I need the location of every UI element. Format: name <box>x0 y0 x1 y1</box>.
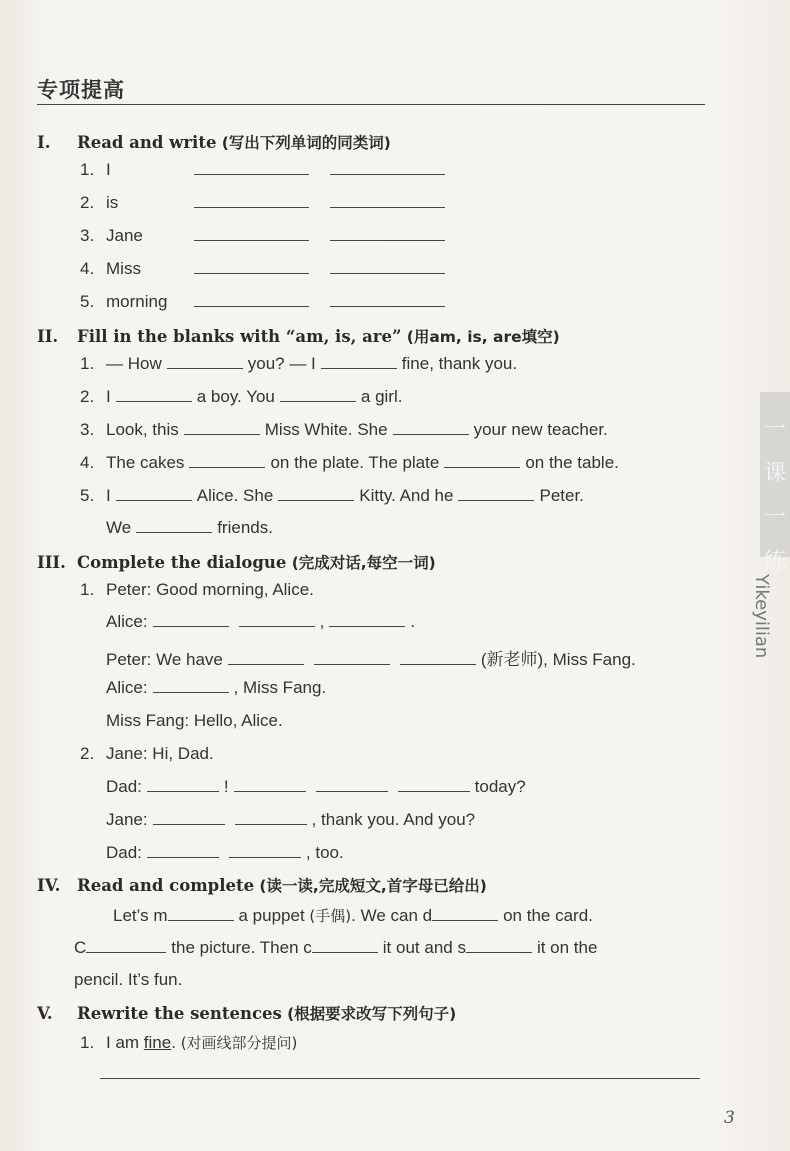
s3-d1-line-5 <box>106 711 283 731</box>
s3-d2-line-4 <box>106 843 344 863</box>
section-instruction: (用am, is, are填空) <box>406 328 560 346</box>
answer-blank[interactable] <box>432 906 498 921</box>
text: . <box>410 612 416 631</box>
text: a puppet <box>238 906 305 925</box>
text: We <box>106 518 132 537</box>
item-number: 1. <box>80 1033 95 1052</box>
s4-line-3 <box>74 970 182 990</box>
answer-blank[interactable] <box>194 226 309 241</box>
answer-blank[interactable] <box>100 1064 700 1079</box>
s1-item-5 <box>80 292 450 312</box>
text: Jane: Hi, Dad. <box>106 744 214 763</box>
answer-blank[interactable] <box>168 906 234 921</box>
s1-item-3 <box>80 226 450 246</box>
side-brand-text: Yikeyilian <box>751 574 772 659</box>
answer-blank[interactable] <box>194 193 309 208</box>
answer-blank[interactable] <box>153 810 225 825</box>
s2-line-4 <box>80 453 619 473</box>
s2-line-3 <box>80 420 608 440</box>
text: your new teacher. <box>473 420 608 439</box>
text: a girl. <box>360 387 403 406</box>
item-number: 2. <box>80 387 95 406</box>
text: Peter. <box>539 486 584 505</box>
text: Jane: <box>106 810 148 829</box>
item-number: 1. <box>80 580 95 599</box>
s2-line-5 <box>80 486 584 506</box>
answer-blank[interactable] <box>86 938 166 953</box>
answer-blank[interactable] <box>278 486 354 501</box>
underlined-word: fine <box>143 1033 172 1052</box>
answer-blank[interactable] <box>466 938 532 953</box>
text: . We can d <box>351 906 433 925</box>
s2-line-2 <box>80 387 402 407</box>
s3-d2-line-1 <box>80 744 214 764</box>
item-number: 2. <box>80 193 95 212</box>
answer-blank[interactable] <box>147 843 219 858</box>
text: today? <box>474 777 526 796</box>
answer-blank[interactable] <box>321 354 397 369</box>
text: ! <box>223 777 229 796</box>
section-number: I. <box>37 133 51 152</box>
item-number: 5. <box>80 292 95 311</box>
text: fine, thank you. <box>401 354 518 373</box>
text: — How <box>106 354 162 373</box>
text: (手偶) <box>309 907 352 925</box>
section-instruction: (根据要求改写下列句子) <box>287 1005 457 1023</box>
s1-item-2 <box>80 193 450 213</box>
text: Kitty. And he <box>359 486 454 505</box>
section-instruction: (写出下列单词的同类词) <box>221 134 391 152</box>
item-word: Miss <box>106 259 141 278</box>
section-title: Complete the dialogue <box>77 553 287 572</box>
section-title: Fill in the blanks with “am, is, are” <box>77 327 402 346</box>
text: a boy. You <box>196 387 275 406</box>
text: you? — I <box>247 354 316 373</box>
answer-blank[interactable] <box>189 453 265 468</box>
text: Look, this <box>106 420 179 439</box>
s1-item-1 <box>80 160 450 180</box>
answer-blank[interactable] <box>312 938 378 953</box>
answer-blank[interactable] <box>239 612 315 627</box>
answer-blank[interactable] <box>194 292 309 307</box>
text: . <box>171 1033 176 1052</box>
item-word: is <box>106 193 119 212</box>
item-number: 3. <box>80 226 95 245</box>
section-number: II. <box>37 327 59 346</box>
answer-blank[interactable] <box>194 259 309 274</box>
answer-blank[interactable] <box>458 486 534 501</box>
s2-line-1 <box>80 354 517 374</box>
answer-blank[interactable] <box>116 486 192 501</box>
header-divider <box>37 104 705 105</box>
text: on the table. <box>525 453 619 472</box>
section-5-heading <box>37 1002 456 1024</box>
text: I am <box>106 1033 140 1052</box>
answer-blank[interactable] <box>330 193 445 208</box>
section-4-heading <box>37 874 487 896</box>
item-number: 4. <box>80 453 95 472</box>
text: on the card. <box>503 906 593 925</box>
answer-blank[interactable] <box>330 226 445 241</box>
answer-blank[interactable] <box>136 518 212 533</box>
text: Peter: Good morning, Alice. <box>106 580 314 599</box>
item-word: morning <box>106 292 168 311</box>
item-word: Jane <box>106 226 143 245</box>
text: , Miss Fang. <box>233 678 327 697</box>
answer-blank[interactable] <box>147 777 219 792</box>
text: (对画线部分提问) <box>180 1034 298 1052</box>
text: I <box>106 486 111 505</box>
s4-line-2 <box>74 938 597 958</box>
s3-d2-line-2 <box>106 777 526 797</box>
answer-blank[interactable] <box>234 777 306 792</box>
answer-blank[interactable] <box>393 420 469 435</box>
text: it on the <box>536 938 598 957</box>
s5-answer-line <box>100 1064 700 1084</box>
text: Alice: <box>106 678 148 697</box>
answer-blank[interactable] <box>444 453 520 468</box>
answer-blank[interactable] <box>330 292 445 307</box>
answer-blank[interactable] <box>280 387 356 402</box>
section-title: Read and write <box>77 133 217 152</box>
text: (新老师), Miss Fang. <box>480 650 636 669</box>
section-3-heading <box>37 551 436 573</box>
section-2-heading <box>37 325 560 347</box>
text: on the plate. The plate <box>270 453 440 472</box>
s5-line-1 <box>80 1032 297 1053</box>
answer-blank[interactable] <box>316 777 388 792</box>
section-title: Read and complete <box>77 876 255 895</box>
answer-blank[interactable] <box>153 612 229 627</box>
s1-item-4 <box>80 259 450 279</box>
s3-d1-line-2 <box>106 612 415 632</box>
answer-blank[interactable] <box>329 612 405 627</box>
text: Peter: We have <box>106 650 223 669</box>
s3-d1-line-4 <box>106 678 326 698</box>
answer-blank[interactable] <box>229 843 301 858</box>
section-instruction: (读一读,完成短文,首字母已给出) <box>259 877 487 895</box>
text: Miss Fang: Hello, Alice. <box>106 711 283 730</box>
answer-blank[interactable] <box>235 810 307 825</box>
text: pencil. It’s fun. <box>74 970 183 989</box>
text: Dad: <box>106 777 142 796</box>
answer-blank[interactable] <box>400 650 476 665</box>
text: Miss White. She <box>264 420 388 439</box>
side-tab-text: 一课一练 <box>763 417 786 574</box>
answer-blank[interactable] <box>184 420 260 435</box>
item-number: 3. <box>80 420 95 439</box>
section-instruction: (完成对话,每空一词) <box>291 554 436 572</box>
section-title: Rewrite the sentences <box>77 1004 282 1023</box>
page-title: 专项提高 <box>37 78 125 102</box>
text: I <box>106 387 111 406</box>
text: Dad: <box>106 843 142 862</box>
answer-blank[interactable] <box>314 650 390 665</box>
item-number: 1. <box>80 160 95 179</box>
text: Alice: <box>106 612 148 631</box>
answer-blank[interactable] <box>116 387 192 402</box>
page-number: 3 <box>724 1108 735 1128</box>
text: , too. <box>305 843 344 862</box>
answer-blank[interactable] <box>398 777 470 792</box>
answer-blank[interactable] <box>330 259 445 274</box>
answer-blank[interactable] <box>330 160 445 175</box>
answer-blank[interactable] <box>228 650 304 665</box>
s3-d1-line-3 <box>106 645 636 670</box>
text: , thank you. And you? <box>311 810 476 829</box>
s3-d2-line-3 <box>106 810 475 830</box>
section-1-heading <box>37 131 391 153</box>
section-number: IV. <box>37 876 61 895</box>
section-number: III. <box>37 553 66 572</box>
item-word: I <box>106 160 111 179</box>
text: the picture. Then c <box>171 938 312 957</box>
answer-blank[interactable] <box>153 678 229 693</box>
text: The cakes <box>106 453 185 472</box>
item-number: 4. <box>80 259 95 278</box>
text: friends. <box>217 518 273 537</box>
s3-d1-line-1 <box>80 580 314 600</box>
item-number: 5. <box>80 486 95 505</box>
answer-blank[interactable] <box>167 354 243 369</box>
item-number: 2. <box>80 744 95 763</box>
text: Let’s m <box>113 906 168 925</box>
s4-line-1 <box>113 905 593 926</box>
answer-blank[interactable] <box>194 160 309 175</box>
text: , <box>319 612 325 631</box>
text: C <box>74 938 87 957</box>
item-number: 1. <box>80 354 95 373</box>
text: it out and s <box>382 938 466 957</box>
section-number: V. <box>37 1004 53 1023</box>
text: Alice. She <box>196 486 274 505</box>
s2-line-6 <box>106 518 273 538</box>
